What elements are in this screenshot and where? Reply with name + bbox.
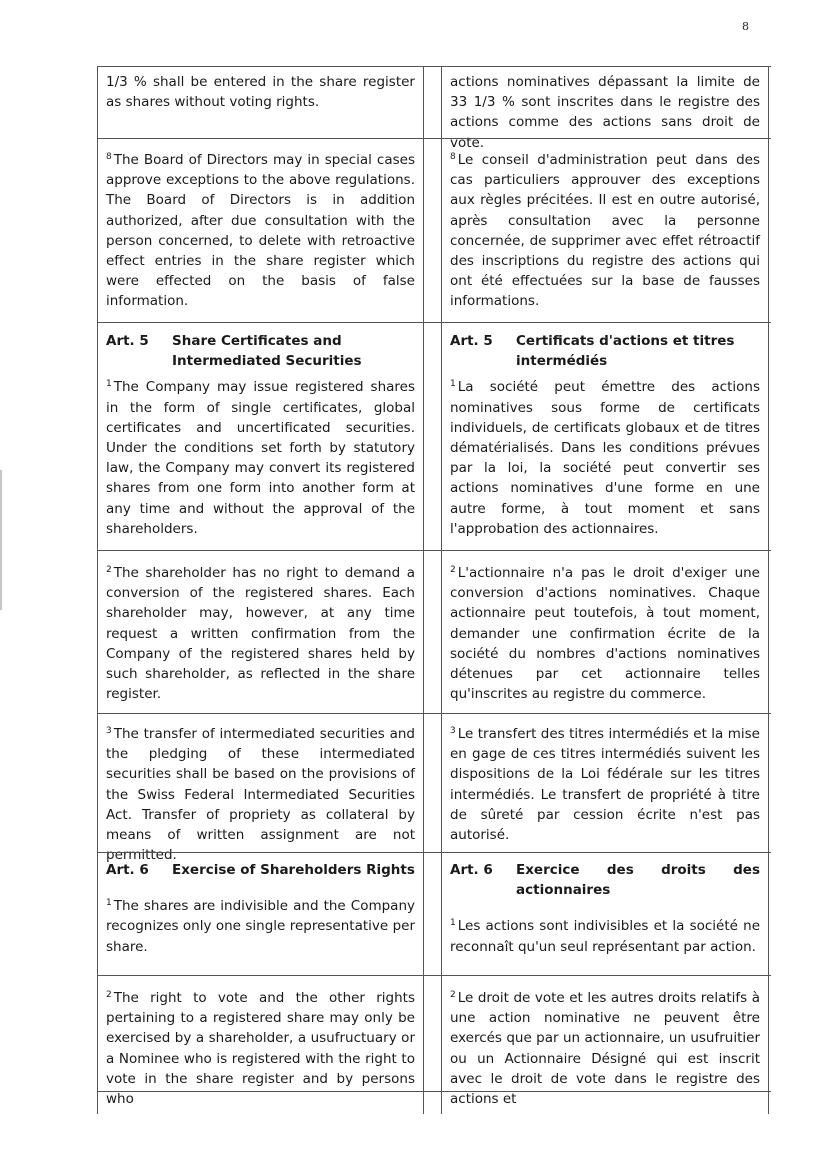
article-heading — [106, 860, 415, 880]
paragraph-number: 1 — [450, 918, 456, 929]
paragraph-text: The Company may issue registered shares in the form of single certificates, global certificates and uncertificated securities. Under the conditions set forth by statutory law, the Company may convert its registered shares from one form into another form at any time and without the approval of the shareholders. — [106, 379, 415, 537]
english-paragraph — [106, 724, 415, 865]
paragraph-text: Le droit de vote et les autres droits relatifs à une action nominative ne peuvent être exercés que par un actionnaire, un usufruitier ou un Actionnaire Désigné qui est inscrit avec le droit de vote dans le registre des actions et — [450, 990, 760, 1108]
french-cell — [442, 139, 769, 322]
paragraph-number: 3 — [106, 726, 112, 736]
french-cell — [442, 714, 769, 870]
paragraph-text: The Board of Directors may in special cases approve exceptions to the above regulations. The Board of Directors is in addition authorized, after due consultation with the person concerned, to delete with retroactive effect entries in the share register which were effected on the basis of false information. — [106, 152, 415, 310]
french-paragraph — [450, 150, 760, 312]
paragraph-text: The shareholder has no right to demand a conversion of the registered shares. Each shareholder may, however, at any time request a written confirmation from the Company of the registered shares held by such shareholder, as reflected in the share register. — [106, 565, 415, 703]
table-row — [97, 66, 771, 151]
english-cell — [97, 323, 424, 550]
column-gutter — [424, 551, 442, 713]
scan-edge-mark — [0, 470, 2, 610]
french-paragraph — [450, 724, 760, 845]
paragraph-text: La société peut émettre des actions nominatives sous forme de certificats individuels, de certificats globaux et de titres dématérialisés. Dans les conditions prévues par la loi, la société peut convertir ses actions nominatives d'une forme en une autre forme, à tout moment et sans l'approbation des actionnaires. — [450, 379, 760, 537]
paragraph-number: 2 — [450, 565, 456, 575]
column-gutter — [424, 323, 442, 550]
article-number: Art. 5 — [106, 333, 149, 349]
article-heading — [450, 331, 760, 371]
paragraph-text: The transfer of intermediated securities and the pledging of these intermediated securities shall be based on the provisions of the Swiss Federal Intermediated Securities Act. Transfer of propriety as collateral by means of written assignment are not permitted. — [106, 726, 415, 864]
paragraph-text: Le transfert des titres intermédiés et la mise en gage de ces titres intermédiés suivent les dispositions de la Loi fédérale sur les titres intermédiés. Le transfert de propriété à titre de sûreté par cession écrite n'est pas autorisé. — [450, 726, 760, 844]
english-paragraph — [106, 377, 415, 539]
table-row — [97, 852, 771, 975]
table-row — [97, 138, 771, 322]
paragraph-text: Les actions sont indivisibles et la société ne reconnaît qu'un seul représentant par action. — [450, 918, 760, 955]
english-paragraph: 1/3 % shall be entered in the share register as shares without voting rights. — [106, 74, 415, 111]
paragraph-text: Le conseil d'administration peut dans des cas particuliers approuver des exceptions aux règles précitées. Il est en outre autorisé, après consultation avec la personne concernée, de supprimer avec effet rétroactif des inscriptions du registre des actions qui ont été effectuées sur la base de fausses informations. — [450, 152, 760, 310]
french-paragraph — [450, 377, 760, 539]
bilingual-articles-table — [97, 66, 771, 1108]
english-cell — [97, 139, 424, 322]
column-gutter — [424, 976, 442, 1114]
english-cell — [97, 714, 424, 870]
english-paragraph — [106, 563, 415, 704]
paragraph-text: The shares are indivisible and the Company recognizes only one single representative per share. — [106, 898, 415, 955]
english-paragraph — [106, 896, 415, 957]
paragraph-number: 1 — [106, 898, 112, 909]
paragraph-number: 1 — [450, 379, 456, 390]
column-gutter — [424, 714, 442, 870]
page-number: 8 — [742, 20, 749, 33]
table-row — [97, 322, 771, 550]
paragraph-number: 1 — [106, 379, 112, 390]
french-paragraph: actions nominatives dépassant la limite de 33 1/3 % sont inscrites dans le registre des actions comme des actions sans droit de vote. — [450, 74, 760, 151]
french-paragraph — [450, 916, 760, 956]
article-title: Exercice des droits des actionnaires — [516, 862, 760, 899]
paragraph-number: 3 — [450, 726, 456, 736]
table-row — [97, 713, 771, 864]
french-cell — [442, 551, 769, 713]
article-title: Exercise of Shareholders Rights — [172, 862, 415, 878]
table-row — [97, 550, 771, 713]
french-paragraph — [450, 988, 760, 1109]
article-title: Share Certificates and Intermediated Securities — [172, 333, 362, 370]
french-paragraph — [450, 563, 760, 704]
article-heading — [450, 860, 760, 900]
article-number: Art. 6 — [450, 862, 493, 878]
table-row — [97, 975, 771, 1108]
article-title: Certificats d'actions et titres intermédiés — [516, 333, 735, 370]
french-cell — [442, 976, 769, 1114]
english-cell — [97, 853, 424, 975]
paragraph-text: The right to vote and the other rights pertaining to a registered share may only be exercised by a shareholder, a usufructuary or a Nominee who is registered with the right to vote in the share register and by persons who — [106, 990, 415, 1108]
paragraph-text: L'actionnaire n'a pas le droit d'exiger une conversion d'actions nominatives. Chaque actionnaire peut toutefois, à tout moment, demander une confirmation écrite de la société du nombres d'actions nominatives détenues par cet actionnaire telles qu'inscrites au registre du commerce. — [450, 565, 760, 703]
column-gutter — [424, 853, 442, 975]
french-cell — [442, 853, 769, 975]
article-number: Art. 6 — [106, 862, 149, 878]
english-paragraph — [106, 988, 415, 1109]
paragraph-number: 8 — [106, 152, 112, 162]
english-paragraph — [106, 150, 415, 312]
paragraph-number: 2 — [106, 990, 112, 1000]
article-heading — [106, 331, 415, 371]
column-gutter — [424, 139, 442, 322]
paragraph-number: 2 — [450, 990, 456, 1000]
french-cell — [442, 323, 769, 550]
article-number: Art. 5 — [450, 333, 493, 349]
english-cell — [97, 551, 424, 713]
paragraph-number: 8 — [450, 152, 456, 162]
english-cell — [97, 976, 424, 1114]
paragraph-number: 2 — [106, 565, 112, 575]
